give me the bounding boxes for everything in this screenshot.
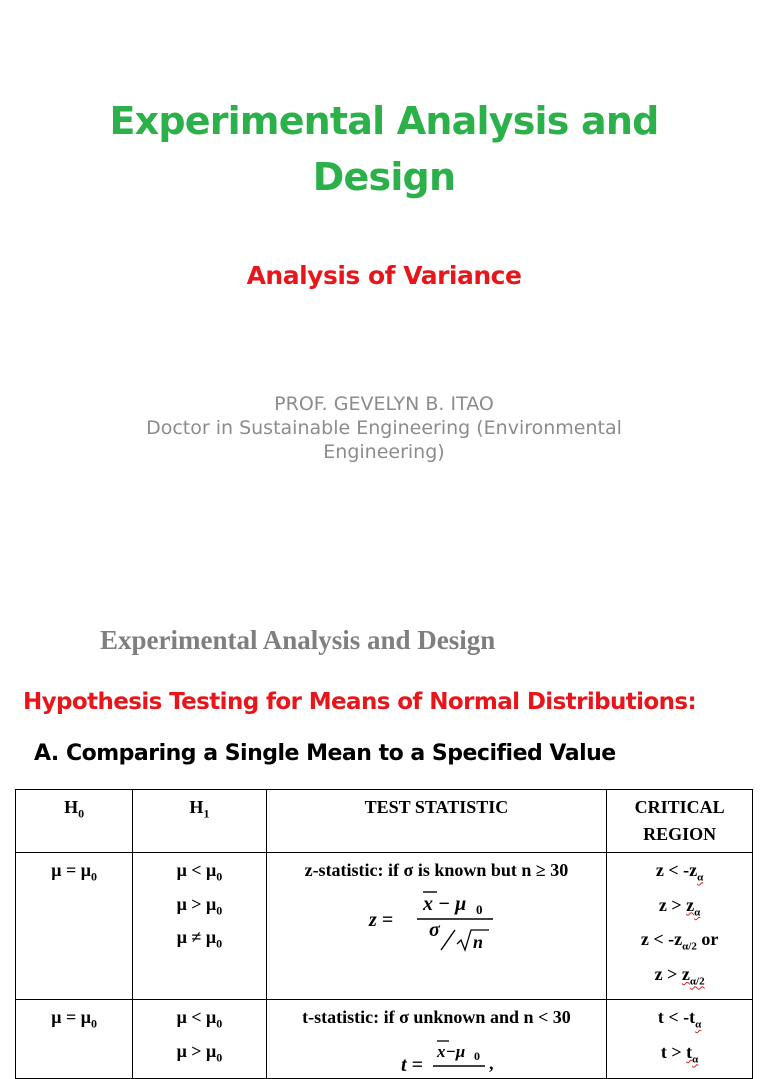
statistic-label: z-statistic: if σ is known but n ≥ 30 xyxy=(304,860,569,880)
svg-text:0: 0 xyxy=(474,1049,481,1064)
presentation-title: Experimental Analysis and Design xyxy=(109,99,659,199)
svg-text:n: n xyxy=(473,932,484,952)
author-name: PROF. GEVELYN B. ITAO xyxy=(274,393,494,415)
svg-text:0: 0 xyxy=(476,902,483,917)
alternative-hypothesis-cell: $\mu < \mu_0$ $\mu > \mu_0$ $\mu \ne \mu_0$ xyxy=(133,853,266,1000)
z-formula xyxy=(271,886,603,954)
null-hypothesis-cell: $\mu = \mu_0$ xyxy=(16,1000,133,1078)
presentation-subtitle: Analysis of Variance xyxy=(246,261,522,290)
header-test-statistic: TEST STATISTIC xyxy=(266,790,607,853)
alternative-hypothesis-cell: $\mu < \mu_0$ $\mu > \mu_0$ xyxy=(133,1000,266,1078)
svg-text:x − μ: x − μ xyxy=(423,893,467,915)
svg-text:x−μ: x−μ xyxy=(437,1042,466,1062)
svg-text:t =: t = xyxy=(401,1054,424,1074)
header-h1: $H_1$ xyxy=(133,790,266,853)
hypothesis-table xyxy=(15,789,753,1079)
subsection-title: A. Comparing a Single Mean to a Specified Value xyxy=(34,741,616,766)
test-statistic-cell xyxy=(266,853,607,1000)
t-formula xyxy=(271,1033,603,1073)
table-row xyxy=(16,853,753,1000)
author-degree: Doctor in Sustainable Engineering (Environmental Engineering) xyxy=(146,417,622,463)
svg-text:σ: σ xyxy=(429,919,441,941)
null-hypothesis-cell: $\mu = \mu_0$ xyxy=(16,853,133,1000)
section-title: Hypothesis Testing for Means of Normal Distributions: xyxy=(23,689,697,715)
table-header-row xyxy=(16,790,753,853)
header-critical-region: CRITICAL REGION xyxy=(607,790,753,853)
critical-region-cell: $t < -t_\alpha$ $t > t_\alpha$ xyxy=(607,1000,753,1078)
header-h0: $H_0$ xyxy=(16,790,133,853)
statistic-label: t-statistic: if σ unknown and n < 30 xyxy=(302,1007,571,1028)
test-statistic-cell xyxy=(266,1000,607,1078)
table-row xyxy=(16,1000,753,1078)
critical-region-cell: $z < -z_\alpha$ $z > z_\alpha$ $z < -z_{\alpha/2}$ or $z > z_{\alpha/2}$ xyxy=(607,853,753,1000)
svg-text:,: , xyxy=(489,1053,494,1074)
author-block xyxy=(130,392,638,464)
svg-text:z =: z = xyxy=(369,909,394,931)
slide-heading: Experimental Analysis and Design xyxy=(100,625,496,655)
